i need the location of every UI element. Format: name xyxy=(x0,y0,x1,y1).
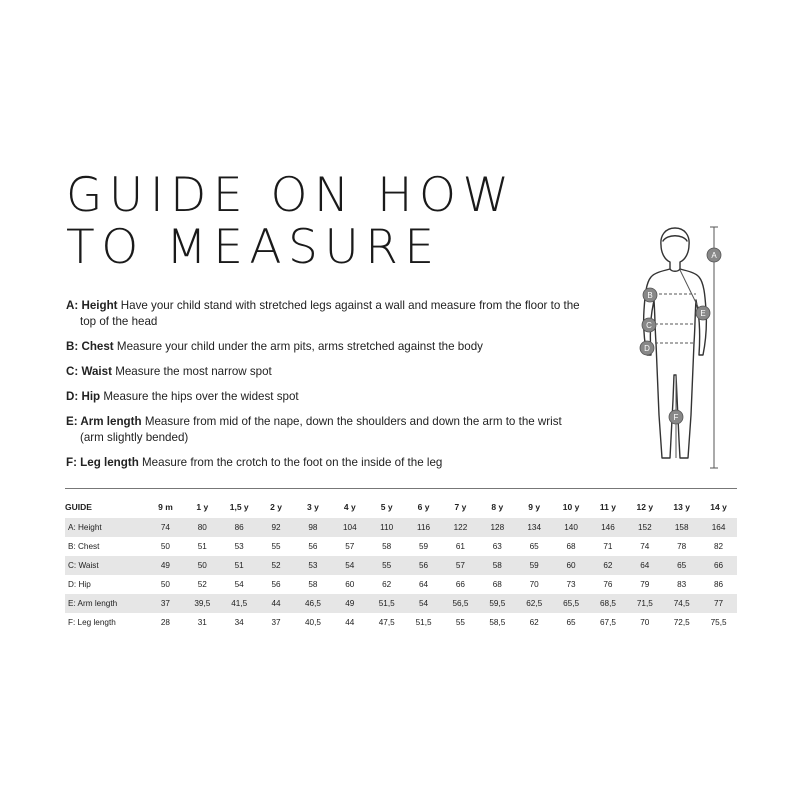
table-header-row xyxy=(65,496,737,518)
table-cell: 34 xyxy=(234,618,244,627)
table-cell: 65 xyxy=(663,556,700,575)
table-cell: 71,5 xyxy=(626,594,663,613)
instruction-key: E: Arm length xyxy=(66,415,142,428)
instruction-leg-length xyxy=(66,455,586,471)
title-line-1: GUIDE ON HOW xyxy=(66,168,516,223)
table-cell: 56 xyxy=(308,542,318,551)
header-age: 5 y xyxy=(380,502,393,512)
table-cell: 58 xyxy=(382,542,392,551)
table-cell: 67,5 xyxy=(599,618,616,627)
table-cell: 56 xyxy=(405,556,442,575)
table-cell: 68 xyxy=(566,542,576,551)
table-cell: 51,5 xyxy=(368,594,405,613)
row-label: E: Arm length xyxy=(65,594,147,613)
table-cell: 55 xyxy=(271,542,281,551)
header-age: 1 y xyxy=(196,502,209,512)
table-cell: 40,5 xyxy=(304,618,321,627)
instruction-arm-length xyxy=(66,414,586,446)
table-cell: 158 xyxy=(663,518,700,537)
marker-b-label: B xyxy=(647,291,653,300)
table-cell: 56,5 xyxy=(442,594,479,613)
table-divider xyxy=(65,488,737,489)
marker-e xyxy=(696,306,710,320)
figure-collar xyxy=(670,269,680,271)
table-cell: 66 xyxy=(455,580,465,589)
header-age: 2 y xyxy=(270,502,282,512)
row-label: C: Waist xyxy=(65,556,147,575)
table-cell: 51 xyxy=(197,542,207,551)
instruction-key: F: Leg length xyxy=(66,456,139,469)
header-age: 3 y xyxy=(307,502,319,512)
table-cell: 60 xyxy=(553,556,590,575)
instruction-text: Measure from mid of the nape, down the shoulders and down the arm to the wrist (arm slightly bended) xyxy=(80,415,562,444)
instruction-text: Have your child stand with stretched legs against a wall and measure from the floor to the top of the head xyxy=(80,299,580,328)
table-cell: 65,5 xyxy=(553,594,590,613)
table-cell: 65 xyxy=(566,618,576,627)
table-cell: 50 xyxy=(160,542,170,551)
marker-b xyxy=(643,288,657,302)
header-age: 1,5 y xyxy=(229,502,249,512)
table-cell: 68,5 xyxy=(590,594,627,613)
table-row xyxy=(65,518,737,537)
table-cell: 92 xyxy=(258,518,295,537)
table-cell: 28 xyxy=(160,618,170,627)
row-label: A: Height xyxy=(65,518,147,537)
table-cell: 44 xyxy=(345,618,355,627)
table-cell: 46,5 xyxy=(295,594,332,613)
instruction-key: D: Hip xyxy=(66,390,101,403)
table-cell: 50 xyxy=(160,580,170,589)
instruction-key: C: Waist xyxy=(66,365,112,378)
table-row xyxy=(65,575,737,594)
table-cell: 116 xyxy=(405,518,442,537)
table-cell: 50 xyxy=(184,556,221,575)
table-cell: 75,5 xyxy=(710,618,727,627)
table-cell: 64 xyxy=(626,556,663,575)
table-cell: 54 xyxy=(234,580,244,589)
table-cell: 31 xyxy=(197,618,207,627)
table-row xyxy=(65,594,737,613)
table-cell: 134 xyxy=(516,518,553,537)
header-age: 7 y xyxy=(454,502,467,512)
table-cell: 98 xyxy=(295,518,332,537)
table-cell: 82 xyxy=(714,542,724,551)
marker-f-label: F xyxy=(673,413,679,422)
page-title xyxy=(66,170,626,274)
table-cell: 44 xyxy=(258,594,295,613)
header-age: 9 y xyxy=(528,502,541,512)
table-cell: 78 xyxy=(677,542,687,551)
instruction-chest xyxy=(66,339,586,355)
table-cell: 37 xyxy=(147,594,184,613)
table-cell: 74 xyxy=(147,518,184,537)
table-cell: 73 xyxy=(566,580,576,589)
table-cell: 57 xyxy=(345,542,355,551)
table-cell: 74 xyxy=(640,542,650,551)
instruction-waist xyxy=(66,364,586,380)
instruction-text: Measure the most narrow spot xyxy=(115,365,272,378)
row-label: F: Leg length xyxy=(68,618,116,627)
table-cell: 104 xyxy=(331,518,368,537)
table-cell: 86 xyxy=(221,518,258,537)
table-cell: 61 xyxy=(455,542,465,551)
row-label: D: Hip xyxy=(68,580,91,589)
header-age: 4 y xyxy=(343,502,356,512)
table-cell: 41,5 xyxy=(221,594,258,613)
table-cell: 62 xyxy=(590,556,627,575)
header-age: 14 y xyxy=(710,502,727,512)
table-row xyxy=(65,613,737,632)
table-cell: 72,5 xyxy=(673,618,690,627)
table-cell: 70 xyxy=(640,618,650,627)
table-cell: 56 xyxy=(271,580,281,589)
table-cell: 53 xyxy=(234,542,244,551)
header-age: 8 y xyxy=(491,502,504,512)
marker-c xyxy=(642,318,656,332)
size-guide-table xyxy=(65,496,737,632)
marker-f xyxy=(669,410,683,424)
marker-d-label: D xyxy=(644,344,650,353)
table-cell: 65 xyxy=(529,542,539,551)
table-cell: 77 xyxy=(700,594,737,613)
table-cell: 70 xyxy=(529,580,539,589)
table-row xyxy=(65,537,737,556)
table-cell: 79 xyxy=(640,580,650,589)
table-cell: 49 xyxy=(331,594,368,613)
table-cell: 80 xyxy=(184,518,221,537)
table-row xyxy=(65,556,737,575)
header-guide: GUIDE xyxy=(65,502,92,512)
table-cell: 52 xyxy=(197,580,207,589)
instruction-key: A: Height xyxy=(66,299,118,312)
table-cell: 59,5 xyxy=(479,594,516,613)
table-cell: 68 xyxy=(492,580,502,589)
table-cell: 53 xyxy=(295,556,332,575)
table-cell: 57 xyxy=(442,556,479,575)
table-cell: 152 xyxy=(626,518,663,537)
marker-e-label: E xyxy=(700,309,706,318)
table-cell: 140 xyxy=(553,518,590,537)
table-cell: 64 xyxy=(419,580,429,589)
table-cell: 62 xyxy=(529,618,539,627)
instruction-text: Measure your child under the arm pits, arms stretched against the body xyxy=(116,340,483,353)
instruction-key: B: Chest xyxy=(66,340,114,353)
header-age: 10 y xyxy=(562,502,580,512)
marker-c-label: C xyxy=(646,321,652,330)
title-line-2: TO MEASURE xyxy=(66,220,441,275)
table-cell: 58 xyxy=(479,556,516,575)
marker-a-label: A xyxy=(711,251,717,260)
table-cell: 71 xyxy=(603,542,613,551)
table-cell: 146 xyxy=(590,518,627,537)
table-cell: 62,5 xyxy=(516,594,553,613)
figure-hairline xyxy=(663,236,687,241)
table-cell: 128 xyxy=(479,518,516,537)
table-cell: 37 xyxy=(271,618,281,627)
table-cell: 58 xyxy=(308,580,318,589)
table-cell: 110 xyxy=(368,518,405,537)
table-cell: 83 xyxy=(677,580,687,589)
row-label: B: Chest xyxy=(68,542,100,551)
table-cell: 55 xyxy=(368,556,405,575)
table-cell: 74,5 xyxy=(663,594,700,613)
marker-a xyxy=(707,248,721,262)
table-cell: 62 xyxy=(382,580,392,589)
table-cell: 54 xyxy=(405,594,442,613)
table-cell: 54 xyxy=(331,556,368,575)
header-age: 12 y xyxy=(636,502,654,512)
header-age: 13 y xyxy=(673,502,690,512)
table-cell: 164 xyxy=(700,518,737,537)
table-cell: 52 xyxy=(258,556,295,575)
table-cell: 60 xyxy=(345,580,355,589)
table-cell: 51 xyxy=(221,556,258,575)
table-cell: 39,5 xyxy=(184,594,221,613)
table-cell: 63 xyxy=(492,542,502,551)
table-cell: 55 xyxy=(455,618,465,627)
marker-d xyxy=(640,341,654,355)
measurement-instructions xyxy=(66,298,586,480)
table-cell: 76 xyxy=(603,580,613,589)
table-cell: 122 xyxy=(442,518,479,537)
header-age: 9 m xyxy=(158,502,173,512)
table-cell: 59 xyxy=(516,556,553,575)
table-cell: 51,5 xyxy=(415,618,432,627)
table-cell: 86 xyxy=(714,580,724,589)
table-cell: 58,5 xyxy=(489,618,506,627)
table-cell: 59 xyxy=(419,542,429,551)
child-figure-illustration xyxy=(620,215,730,475)
table-cell: 47,5 xyxy=(378,618,395,627)
table-cell: 66 xyxy=(700,556,737,575)
instruction-text: Measure the hips over the widest spot xyxy=(103,390,299,403)
instruction-hip xyxy=(66,389,586,405)
table-cell: 49 xyxy=(147,556,184,575)
instruction-text: Measure from the crotch to the foot on the inside of the leg xyxy=(142,456,443,469)
header-age: 11 y xyxy=(599,502,616,512)
header-age: 6 y xyxy=(417,502,430,512)
instruction-height xyxy=(66,298,586,330)
